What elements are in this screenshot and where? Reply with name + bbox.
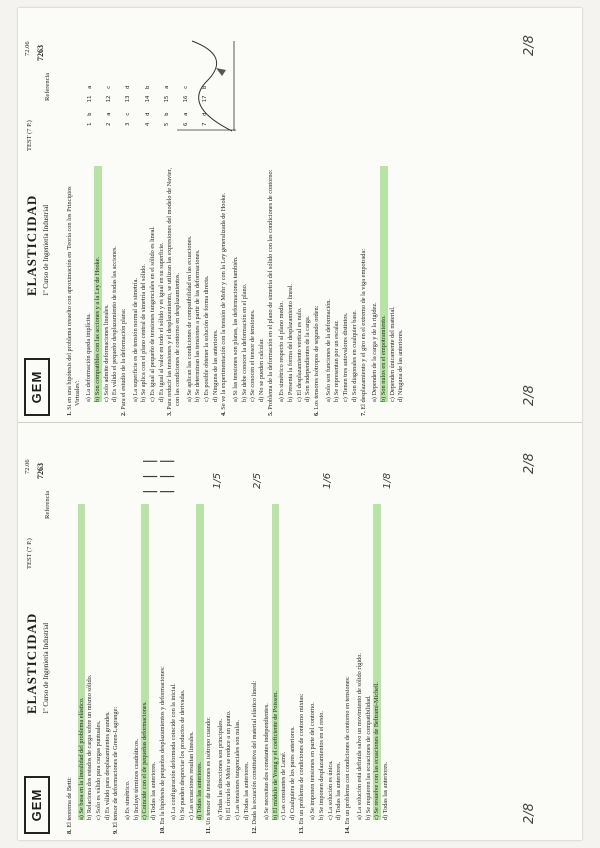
option: a) Dependen de la carga y de la rigidez. — [371, 302, 379, 402]
option: d) No se pueden calcular. — [258, 338, 266, 402]
page-a-title: ELASTICIDAD — [24, 194, 39, 296]
page-a-score-corner: 2/8 — [522, 35, 537, 56]
page-a-score: 2/8 — [522, 385, 537, 406]
option-highlighted: c) Se resuelve con las ecuaciones de Beltrami-Michell. — [373, 504, 381, 820]
option: b) Relaciona dos estados de carga sobre un mismo sólido. — [86, 674, 94, 820]
option-highlighted: c) Coincide con el de pequeñas deformaciones. — [141, 504, 149, 820]
option: b) Se aplica con el plano central de simetría del sólido. — [140, 264, 148, 402]
page-a-questions — [66, 166, 405, 416]
option: a) Es simétrico respecto al plano medio. — [278, 301, 286, 402]
option: d) Ninguna de las anteriores. — [397, 329, 405, 402]
option-highlighted: b) El módulo de Young y el coeficiente de Poisson. — [272, 504, 280, 820]
page-b-title: ELASTICIDAD — [24, 612, 39, 714]
option: c) Las constantes de Lamé. — [280, 751, 288, 820]
option-highlighted: a) Se basa en la linealidad del problema elástico. — [78, 504, 86, 820]
option-highlighted: b) Son compatibles con las acciones y a la Ley de Hooke. — [94, 166, 102, 402]
page-a-ref-sub: 72.06 — [24, 41, 31, 56]
page-a-test-label: TEST (7 P.) — [26, 120, 33, 151]
option: d) Son independientes de la carga. — [304, 315, 312, 402]
page-b-subtitle: 1º Curso de Ingeniería Industrial — [42, 622, 50, 714]
option: b) Se pueden despreciar los productos de derivadas. — [179, 689, 187, 820]
option: b) Se debe conocer la deformación en el plano. — [240, 283, 248, 402]
option: a) Es simétrico. — [124, 780, 132, 820]
question: 13. En un problema de condiciones de contorno mixtas: — [297, 693, 305, 834]
question: 4. Se ve la experimentación con la tensión de Mohr y con la Ley generalizada de Hooke. — [220, 192, 228, 416]
answer-row: 5 b 15 a — [163, 85, 170, 126]
option: a) La deformación queda implícita. — [85, 313, 93, 402]
option: a) La solución está definida salvo un movimiento de sólido rígido. — [355, 652, 363, 820]
option: b) El círculo de Mohr se reduce a un punto. — [225, 710, 233, 820]
question: 7. El desplazamiento y el giro en el extremo de la viga empotrada: — [359, 249, 367, 416]
page-a-ref-label: Referencia — [44, 72, 51, 101]
option: c) La solución es única. — [326, 760, 334, 820]
exam-page-a — [22, 24, 552, 416]
answer-row: 2 a 12 c — [106, 85, 113, 126]
option: a) Solo son funciones de la deformación. — [324, 299, 332, 402]
handwritten-fraction: 1/8 — [382, 472, 393, 489]
scanned-sheet — [18, 8, 582, 840]
option: c) Es igual al pequeño de tensiones tangenciales en el sólido es lineal. — [149, 226, 157, 402]
option: a) La superficie es de tensión normal de simetría. — [131, 278, 139, 402]
handwritten-fraction: 1/5 — [212, 472, 223, 489]
answer-row: 4 d 14 b — [144, 85, 151, 126]
answer-row: 3 c 13 d — [125, 85, 132, 126]
answer-row: 7 d 17 b — [202, 85, 209, 126]
option: a) Se necesitan dos constantes independientes. — [263, 703, 271, 820]
page-b-ref-label: Referencia — [44, 490, 51, 519]
option: d) Es igual al valor en todo el sólido y es igual en su superficie. — [157, 242, 165, 402]
option: b) Se determinan las tensiones a partir de las deformaciones. — [194, 249, 202, 402]
option: a) Todas las direcciones son principales. — [216, 718, 224, 820]
handwritten-sketch — [172, 36, 242, 136]
option: c) El desplazamiento vertical es nulo. — [295, 307, 303, 402]
option: c) Solo admite deformaciones lineales. — [102, 304, 110, 402]
option: b) Incluye términos cuadráticos. — [132, 738, 140, 820]
page-a-ref-number: 7263 — [36, 45, 45, 61]
question: 6. Los tensores isótropos de segundo orden: — [313, 305, 321, 416]
page-b-ref-number: 7263 — [36, 463, 45, 479]
page-a-header — [22, 24, 66, 416]
option: d) Todas las anteriores. — [335, 761, 343, 820]
page-a-subtitle: 1º Curso de Ingeniería Industrial — [42, 204, 50, 296]
question: 9. El tensor de deformaciones de Green-Lagrange: — [112, 706, 120, 834]
option: b) Se requieren las ecuaciones de compatibilidad. — [364, 695, 372, 820]
handwritten-fraction: 1/6 — [322, 472, 333, 489]
option: d) Cualquiera de los pares anteriores. — [289, 726, 297, 820]
option: d) Ninguna de las anteriores. — [211, 329, 219, 402]
page-b-header — [22, 442, 66, 834]
page-fold-line — [18, 422, 582, 423]
gem-logo: GEM — [24, 358, 50, 416]
option: d) Todas las anteriores. — [381, 761, 389, 820]
option: b) Se imponen desplazamientos en el resto. — [318, 711, 326, 820]
exam-page-b — [22, 442, 552, 834]
option: d) Es válido para desplazamientos grandes. — [103, 711, 111, 820]
option: c) Dependen únicamente del material. — [388, 306, 396, 402]
question: 10. En la hipótesis de pequeños desplazamientos y deformaciones: — [158, 666, 166, 834]
option-highlighted: d) Todas las anteriores. — [196, 504, 204, 820]
option: a) Si las tensiones son planas, las deformaciones también. — [232, 256, 240, 402]
page-b-ref-sub: 72.06 — [24, 459, 31, 474]
answer-row: 1 b 11 a — [86, 85, 93, 126]
page-b-test-label: TEST (7 P.) — [26, 538, 33, 569]
answer-row: 6 a 16 c — [183, 85, 190, 126]
page-b-score: 2/8 — [522, 803, 537, 824]
question: 14. En un problema con condiciones de contorno en tensiones: — [344, 676, 352, 834]
option: d) Todas las anteriores. — [242, 761, 250, 820]
question: 12. Dada la ecuación constitutiva del material elástico lineal: — [251, 680, 259, 834]
page-b-questions — [66, 504, 390, 834]
option: a) La configuración deformada coincide con la inicial. — [170, 683, 178, 820]
option: c) Las ecuaciones resultan lineales. — [187, 731, 195, 820]
option: a) Se aplican las condiciones de compatibilidad en las ecuaciones. — [185, 235, 193, 402]
option: c) Tienen tres autovalores distintos. — [342, 312, 350, 402]
question: 3. Para reducir las tensiones y el desplazamiento, se utilizan las expresiones del modelo de Navier, con las condiciones de contorno en desplazamientos. — [166, 167, 182, 416]
option: c) Solo es válido para cargas puntuales. — [95, 720, 103, 820]
gem-logo: GEM — [24, 776, 50, 834]
question: 11. Un tensor de tensiones es isótropo cuando: — [205, 717, 213, 834]
option: d) Todas las anteriores. — [150, 761, 158, 820]
question: 2. Para el estudio de la deformación plana: — [120, 308, 128, 416]
question: 1. Si en una hipótesis del problema resuelto con aproximación en 'Teoría con los Principios Virtuales': — [66, 186, 81, 416]
option: b) Presenta la forma del desplazamiento lineal. — [287, 283, 295, 402]
handwritten-fraction: 2/5 — [252, 472, 263, 489]
handwritten-tally: | | | | | | — [142, 455, 176, 494]
question: 5. Problema de la deformación en el plano de simetría del sólido con las condiciones de contorno: — [266, 169, 274, 416]
option: b) Se representan por un escalar. — [333, 320, 341, 402]
option-highlighted: b) Son nulos en el empotramiento. — [380, 166, 388, 402]
question: 8. El teorema de Betti: — [66, 777, 73, 834]
option: d) Es válido el pequeño desplazamiento de todas las acciones. — [111, 246, 119, 402]
option: c) Es posible obtener la solución de forma directa. — [203, 275, 211, 402]
option: c) Las tensiones tangenciales son nulas. — [234, 719, 242, 820]
option: c) Se conocen el tensor de tensiones. — [249, 309, 257, 402]
page-b-score-corner: 2/8 — [522, 453, 537, 474]
option: d) Son diagonales en cualquier base. — [350, 310, 358, 402]
option: a) Se imponen tensiones en parte del contorno. — [309, 702, 317, 820]
